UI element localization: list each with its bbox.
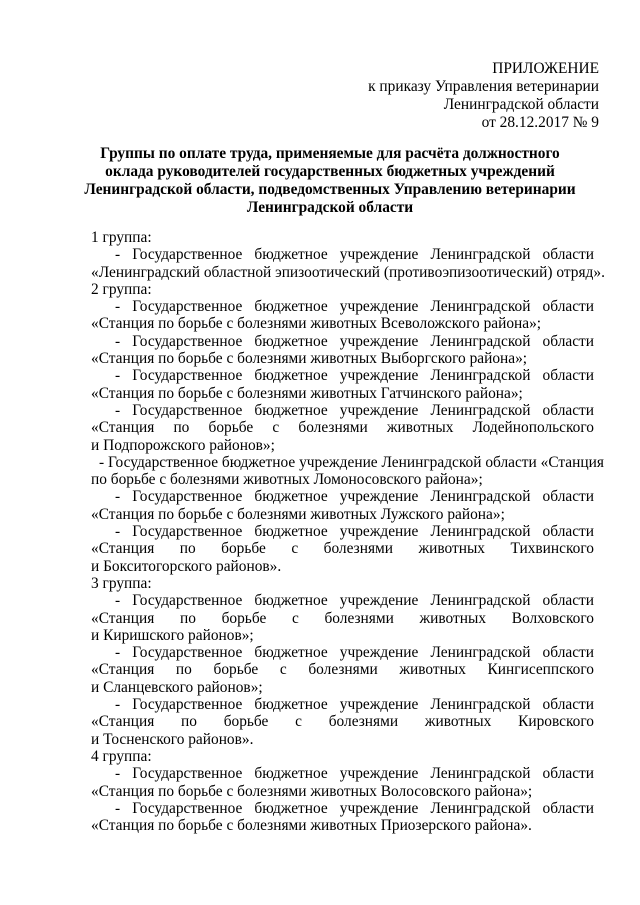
entry-line: - Государственное бюджетное учреждение Ленинградской области xyxy=(115,332,594,350)
group-label: 2 группа: xyxy=(91,280,152,298)
institution-entry xyxy=(91,696,594,748)
institution-entry xyxy=(91,367,594,402)
institution-entry xyxy=(91,298,594,333)
appendix-header xyxy=(368,60,599,132)
entry-line: «Станция по борьбе с болезнями животных Волосовского района»; xyxy=(91,782,533,800)
entry-line: и Киришского районов»; xyxy=(91,626,254,644)
entry-line: - Государственное бюджетное учреждение Ленинградской области xyxy=(115,523,594,541)
entry-line: - Государственное бюджетное учреждение Ленинградской области xyxy=(115,367,594,385)
entry-line: и Бокситогорского районов». xyxy=(91,557,282,575)
institution-entry xyxy=(91,402,594,454)
title-line: Группы по оплате труда, применяемые для расчёта должностного xyxy=(100,145,560,162)
entry-line: «Станция по борьбе с болезнями животных Всеволожского района»; xyxy=(91,315,542,333)
entry-line: - Государственное бюджетное учреждение Ленинградской области xyxy=(115,592,594,610)
entry-line: и Подпорожского районов»; xyxy=(91,436,275,454)
entry-line: - Государственное бюджетное учреждение Ленинградской области xyxy=(115,696,594,714)
entry-line: - Государственное бюджетное учреждение Ленинградской области xyxy=(115,488,594,506)
institution-entry xyxy=(91,765,594,800)
group-label: 3 группа: xyxy=(91,574,152,592)
entry-line: - Государственное бюджетное учреждение Ленинградской области xyxy=(115,298,594,316)
entry-line: «Станция по борьбе с болезнями животных Приозерского района». xyxy=(91,817,532,835)
institution-entry xyxy=(91,488,594,523)
entry-line: - Государственное бюджетное учреждение Ленинградской области xyxy=(115,401,594,419)
groups-list xyxy=(91,229,605,835)
entry-line: - Государственное бюджетное учреждение Ленинградской области xyxy=(115,246,594,264)
entry-line: и Тосненского районов». xyxy=(91,730,254,748)
title-line: Ленинградской области, подведомственных Управлению ветеринарии xyxy=(84,181,576,198)
entry-line: «Станция по борьбе с болезнями животных Выборгского района»; xyxy=(91,350,528,368)
institution-entry xyxy=(91,800,594,835)
entry-line: «Станция по борьбе с болезнями животных Кингисеппского xyxy=(91,661,594,679)
institution-entry xyxy=(91,592,594,644)
order-reference: к приказу Управления ветеринарии xyxy=(368,78,599,95)
entry-line: «Станция по борьбе с болезнями животных Лодейнопольского xyxy=(91,419,594,437)
entry-line: «Станция по борьбе с болезнями животных Кировского xyxy=(91,713,594,731)
entry-line: по борьбе с болезнями животных Ломоносовского района»; xyxy=(91,471,483,489)
entry-line: «Станция по борьбе с болезнями животных Гатчинского района»; xyxy=(91,384,523,402)
title-line: оклада руководителей государственных бюджетных учреждений xyxy=(105,163,555,180)
entry-line: - Государственное бюджетное учреждение Ленинградской области xyxy=(115,799,594,817)
entry-line: «Станция по борьбе с болезнями животных Волховского xyxy=(91,609,594,627)
entry-line: «Станция по борьбе с болезнями животных Лужского района»; xyxy=(91,505,505,523)
title-line: Ленинградской области xyxy=(246,199,414,216)
appendix-label: ПРИЛОЖЕНИЕ xyxy=(492,60,599,77)
entry-line: и Сланцевского районов»; xyxy=(91,678,263,696)
institution-entry xyxy=(91,644,594,696)
entry-line: - Государственное бюджетное учреждение Ленинградской области xyxy=(115,765,594,783)
entry-line: «Станция по борьбе с болезнями животных Тихвинского xyxy=(91,540,594,558)
group-label: 4 группа: xyxy=(91,747,152,765)
institution-entry xyxy=(91,523,594,575)
entry-line: - Государственное бюджетное учреждение Ленинградской области «Станция xyxy=(99,453,604,471)
institution-entry xyxy=(91,246,605,281)
order-date: от 28.12.2017 № 9 xyxy=(481,114,599,131)
document-title xyxy=(70,145,590,217)
region-name: Ленинградской области xyxy=(443,96,599,113)
group-label: 1 группа: xyxy=(91,229,152,246)
entry-line: «Ленинградский областной эпизоотический (противоэпизоотический) отряд». xyxy=(91,263,605,281)
institution-entry xyxy=(91,333,594,368)
institution-entry xyxy=(91,453,604,489)
entry-line: - Государственное бюджетное учреждение Ленинградской области xyxy=(115,644,594,662)
